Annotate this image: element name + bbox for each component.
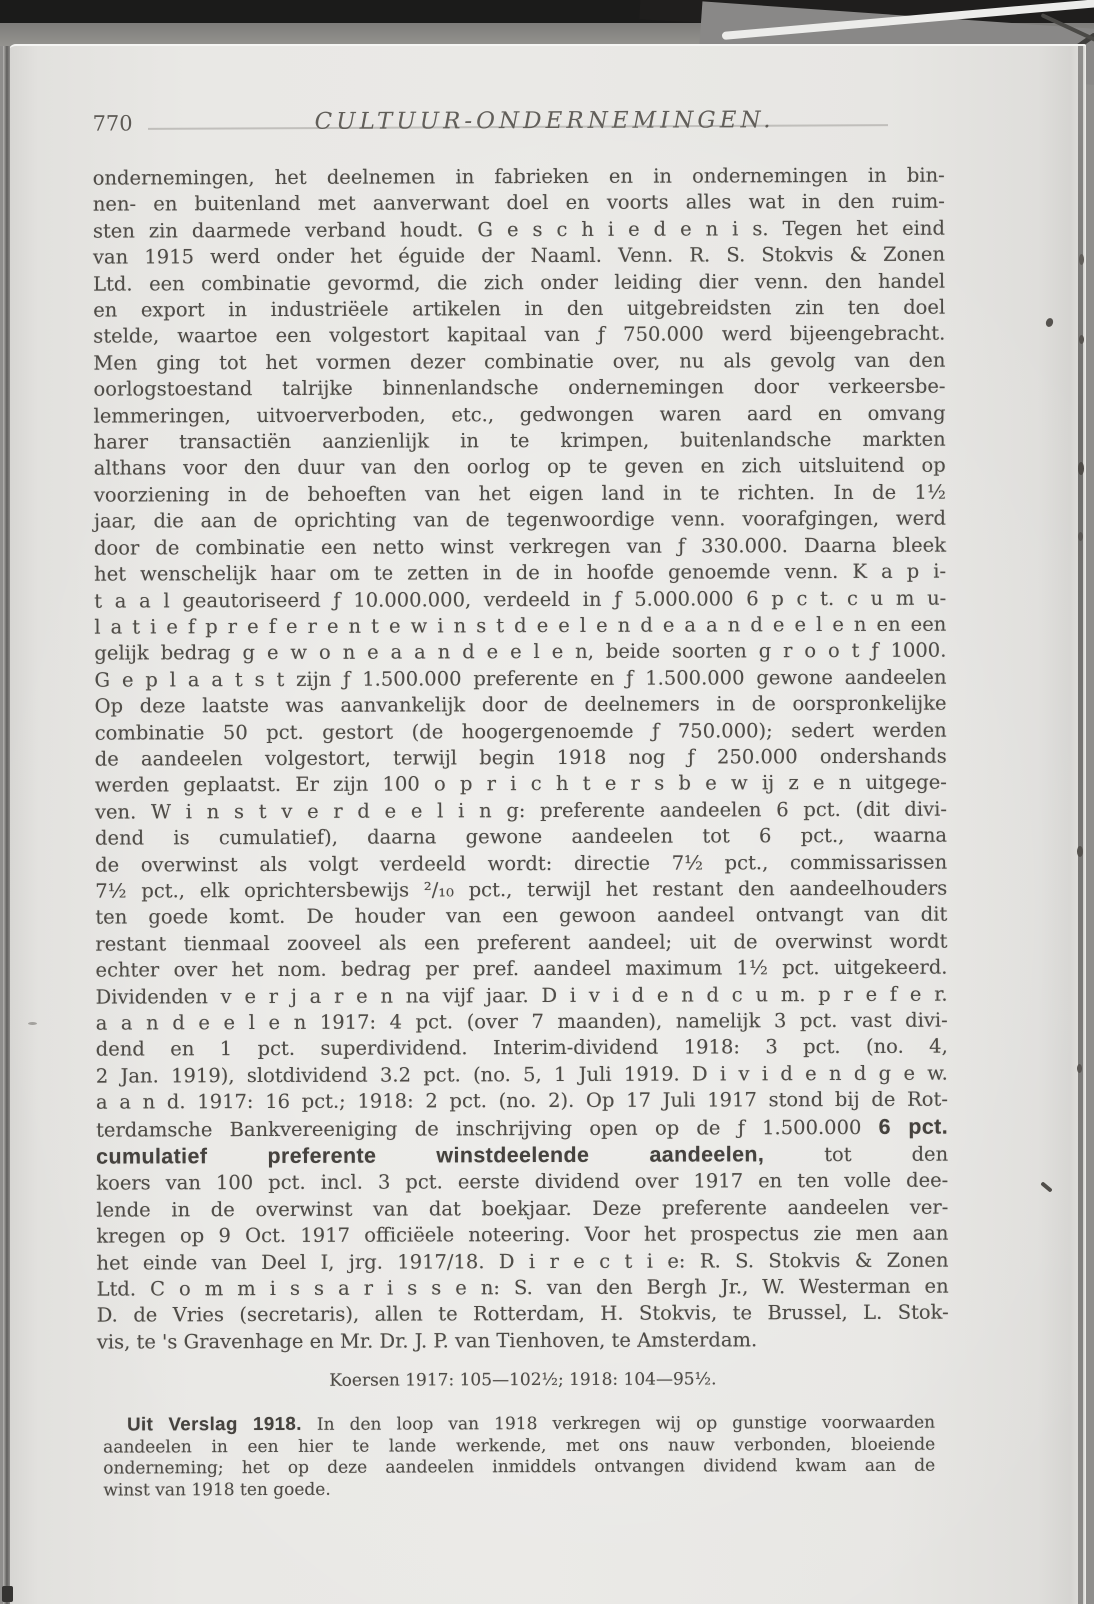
body-paragraph — [93, 163, 949, 1356]
text-line: het wenschelijk haar om te zetten in de in hoofde genoemde venn. K a p i- — [94, 559, 947, 586]
text-line: stelde, waartoe een volgestort kapitaal van ƒ 750.000 werd bijeengebracht. — [93, 322, 946, 349]
text-line: Op deze laatste was aanvankelijk door de deelnemers in de oorspronkelijke — [94, 691, 947, 718]
page-header — [5, 106, 1083, 140]
running-title: CULTUUR-ONDERNEMINGEN. — [314, 107, 775, 135]
text-line: koers van 100 pct. incl. 3 pct. eerste dividend over 1917 en ten volle dee- — [96, 1169, 949, 1196]
text-line: de aandeelen volgestort, terwijl begin 1918 nog ƒ 250.000 ondershands — [94, 744, 947, 771]
text-line: dend is cumulatief), daarna gewone aandeelen tot 6 pct., waarna — [94, 823, 948, 850]
text-line: voorziening in de behoeften van het eigen land in te richten. In de 1½ — [93, 480, 946, 507]
bold-text: Uit Verslag 1918. — [127, 1413, 302, 1435]
text-line: D. de Vries (secretaris), allen te Rotterdam, H. Stokvis, te Brussel, L. Stok- — [96, 1301, 949, 1328]
text-line: 2 Jan. 1919), slotdividend 3.2 pct. (no. 5, 1 Juli 1919. D i v i d e n d g e w. — [95, 1061, 948, 1088]
text-line: G e p l a a t s t zijn ƒ 1.500.000 preferente en ƒ 1.500.000 gewone aandeelen — [94, 665, 947, 692]
bold-text: 6 pct. — [878, 1114, 949, 1139]
text-line: echter over het nom. bedrag per pref. aandeel maximum 1½ pct. uitgekeerd. — [95, 955, 948, 982]
page-surface — [8, 44, 1086, 1604]
page-content — [5, 44, 1088, 1604]
text-line: het einde van Deel I, jrg. 1917/18. D i r e c t i e: R. S. Stokvis & Zonen — [96, 1248, 949, 1275]
text-line: Ltd. C o m m i s s a r i s s e n: S. van den Bergh Jr., W. Westerman en — [96, 1274, 949, 1301]
text-line: gelijk bedrag g e w o n e a a n d e e l e n, beide soorten g r o o t ƒ 1000. — [94, 638, 947, 665]
text-line: lende in de overwinst van dat boekjaar. Deze preferente aandeelen ver- — [96, 1195, 949, 1222]
text-line: van 1915 werd onder het éguide der Naaml. Venn. R. S. Stokvis & Zonen — [92, 242, 946, 269]
text-line: en export in industriëele artikelen in den uitgebreidsten zin ten doel — [93, 295, 946, 322]
text-line: werden geplaatst. Er zijn 100 o p r i c h t e r s b e w ij z e n uitgege- — [94, 770, 947, 797]
text-line: terdamsche Bankvereeniging de inschrijving open op de ƒ 1.500.000 6 pct. — [96, 1114, 949, 1142]
text-line: ven. W i n s t v e r d e e l i n g: preferente aandeelen 6 pct. (dit divi- — [94, 797, 947, 824]
text-line: vis, te 's Gravenhage en Mr. Dr. J. P. van Tienhoven, te Amsterdam. — [96, 1328, 758, 1354]
bold-text: cumulatief preferente winstdeelende aandeelen, — [96, 1142, 765, 1169]
text-line: door de combinatie een netto winst verkregen van ƒ 330.000. Daarna bleek — [93, 533, 947, 560]
text-line: de overwinst als volgt verdeeld wordt: directie 7½ pct., commissarissen — [95, 850, 948, 877]
text-line: 7½ pct., elk oprichtersbewijs ²/₁₀ pct., terwijl het restant den aandeelhouders — [95, 876, 948, 903]
text-line: Dividenden v e r j a r e n na vijf jaar. D i v i d e n d c u m. p r e f e r. — [95, 982, 948, 1009]
text-line: jaar, die aan de oprichting van de tegenwoordige venn. voorafgingen, werd — [93, 506, 946, 533]
text-line: ten goede komt. De houder van een gewoon aandeel ontvangt van dit — [95, 902, 948, 929]
text-line: sten zin daarmede verband houdt. G e s c h i e d e n i s. Tegen het eind — [92, 216, 945, 243]
text-line: Men ging tot het vormen dezer combinatie over, nu als gevolg van den — [93, 348, 946, 375]
text-line: Uit Verslag 1918. In den loop van 1918 verkregen wij op gunstige voorwaarden — [127, 1412, 936, 1436]
text-line: kregen op 9 Oct. 1917 officiëele noteering. Voor het prospectus zie men aan — [96, 1221, 949, 1248]
text-line: Ltd. een combinatie gevormd, die zich onder leiding dier venn. den handel — [93, 269, 946, 296]
text-column — [93, 163, 950, 1502]
text-line: harer transactiën aanzienlijk in te krimpen, buitenlandsche markten — [93, 427, 946, 454]
text-line: a a n d. 1917: 16 pct.; 1918: 2 pct. (no. 2). Op 17 Juli 1917 stond bij de Rot- — [95, 1087, 948, 1114]
text-line: althans voor den duur van den oorlog op te geven en zich uitsluitend op — [93, 454, 946, 481]
text-line: a a n d e e l e n 1917: 4 pct. (over 7 maanden), namelijk 3 pct. vast divi- — [95, 1008, 948, 1035]
text-line: nen- en buitenland met aanverwant doel en voorts alles wat in den ruim- — [92, 190, 945, 216]
text-line: t a a l geautoriseerd ƒ 10.000.000, verdeeld in ƒ 5.000.000 6 p c t. c u m u- — [94, 586, 947, 613]
text-line: aandeelen in een hier te lande werkende, met ons nauw verbonden, bloeiende — [103, 1434, 936, 1458]
page-number: 770 — [92, 111, 133, 136]
text-line: dend en 1 pct. superdividend. Interim-dividend 1918: 3 pct. (no. 4, — [95, 1035, 948, 1061]
text-line: lemmeringen, uitvoerverboden, etc., gedwongen waren aard en omvang — [93, 401, 946, 428]
text-line: l a t i e f p r e f e r e n t e w i n s t d e e l e n d e a a n d e e l e n en een — [94, 612, 947, 639]
text-line: oorlogstoestand talrijke binnenlandsche ondernemingen door verkeersbe- — [93, 374, 946, 401]
koersen-line: Koersen 1917: 105—102½; 1918: 104—95½. — [329, 1369, 717, 1392]
text-line: restant tienmaal zooveel als een preferent aandeel; uit de overwinst wordt — [95, 929, 948, 956]
text-line: cumulatief preferente winstdeelende aandeelen, tot den — [96, 1142, 949, 1169]
text-line: combinatie 50 pct. gestort (de hoogergenoemde ƒ 750.000); sedert werden — [94, 718, 947, 745]
text-line: onderneming; het op deze aandeelen inmiddels ontvangen dividend kwam aan de — [103, 1455, 936, 1479]
report-paragraph — [97, 1411, 949, 1502]
text-line: winst van 1918 ten goede. — [103, 1479, 331, 1501]
text-line: ondernemingen, het deelnemen in fabrieken en in ondernemingen in bin- — [92, 163, 945, 190]
